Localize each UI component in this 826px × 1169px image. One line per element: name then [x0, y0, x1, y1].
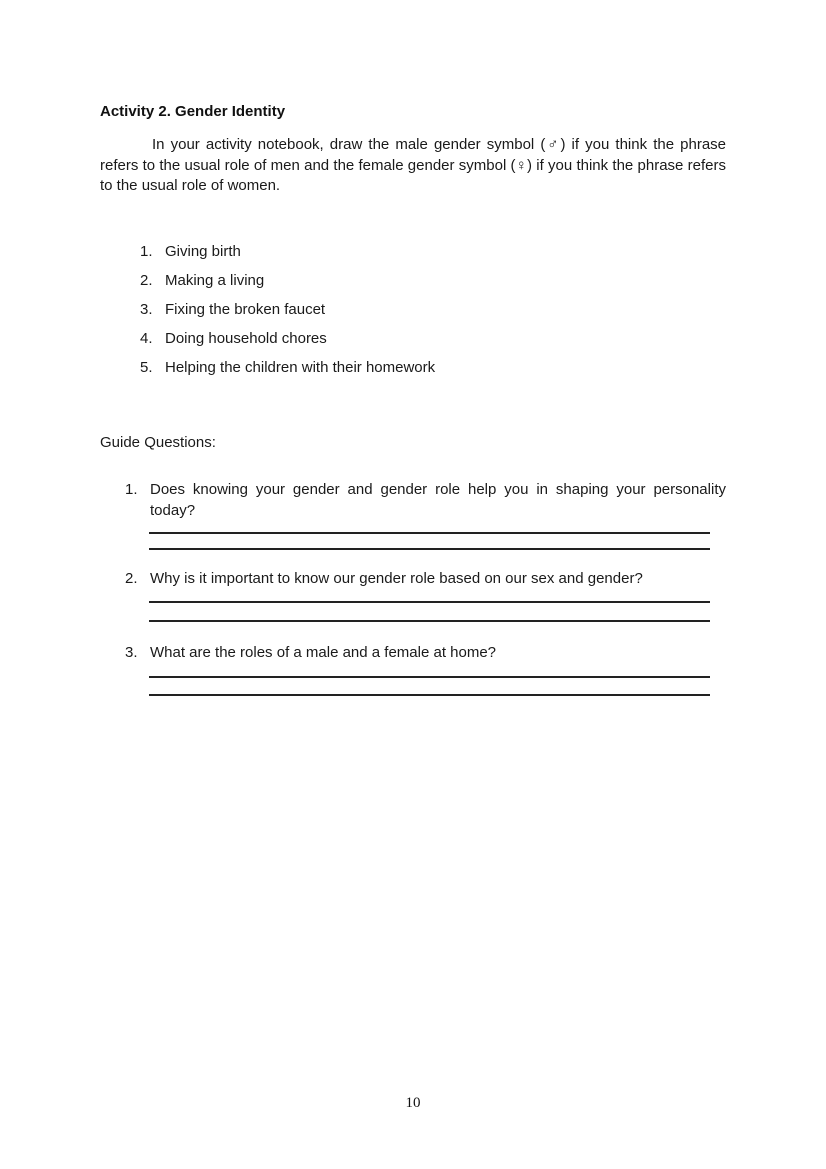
list-item [140, 299, 726, 320]
guide-questions-heading: Guide Questions: [100, 433, 216, 451]
answer-line [149, 534, 710, 550]
guide-question-3-answers [125, 663, 726, 696]
list-item-number: 2. [140, 271, 153, 289]
list-item-number: 5. [140, 358, 153, 376]
answer-line [149, 521, 710, 534]
list-item-text: Doing household chores [165, 329, 327, 347]
activity-title: Activity 2. Gender Identity [100, 103, 286, 120]
question-text: Does knowing your gender and gender role help you in shaping your personality today? [150, 480, 726, 519]
question-text: What are the roles of a male and a female at home? [150, 643, 497, 661]
question-number: 1. [125, 480, 138, 498]
list-item-number: 4. [140, 329, 153, 347]
list-item-text: Fixing the broken faucet [165, 300, 326, 318]
guide-question-2 [125, 568, 726, 589]
guide-questions-list [125, 479, 726, 696]
guide-question-1-answers [125, 521, 726, 550]
guide-question-3 [125, 642, 726, 663]
list-item [140, 328, 726, 349]
list-item-text: Helping the children with their homework [165, 358, 436, 376]
list-item [140, 241, 726, 262]
page-number: 10 [405, 1095, 421, 1111]
list-item [140, 270, 726, 291]
answer-line [149, 678, 710, 696]
answer-line [149, 603, 710, 622]
list-item-number: 3. [140, 300, 153, 318]
list-item-number: 1. [140, 242, 153, 260]
question-text: Why is it important to know our gender role based on our sex and gender? [150, 569, 643, 587]
answer-line [149, 589, 710, 603]
activity-items-list [140, 241, 726, 378]
question-number: 3. [125, 643, 138, 661]
list-item-text: Making a living [165, 271, 265, 289]
guide-question-2-answers [125, 589, 726, 622]
answer-line [149, 663, 710, 678]
activity-instructions: In your activity notebook, draw the male gender symbol (♂) if you think the phrase refers to the usual role of men and the female gender symbol (♀) if you think the phrase refers to the usual role of women. [100, 136, 726, 194]
guide-question-1 [125, 479, 726, 521]
list-item [140, 357, 726, 378]
question-number: 2. [125, 569, 138, 587]
list-item-text: Giving birth [165, 242, 241, 260]
